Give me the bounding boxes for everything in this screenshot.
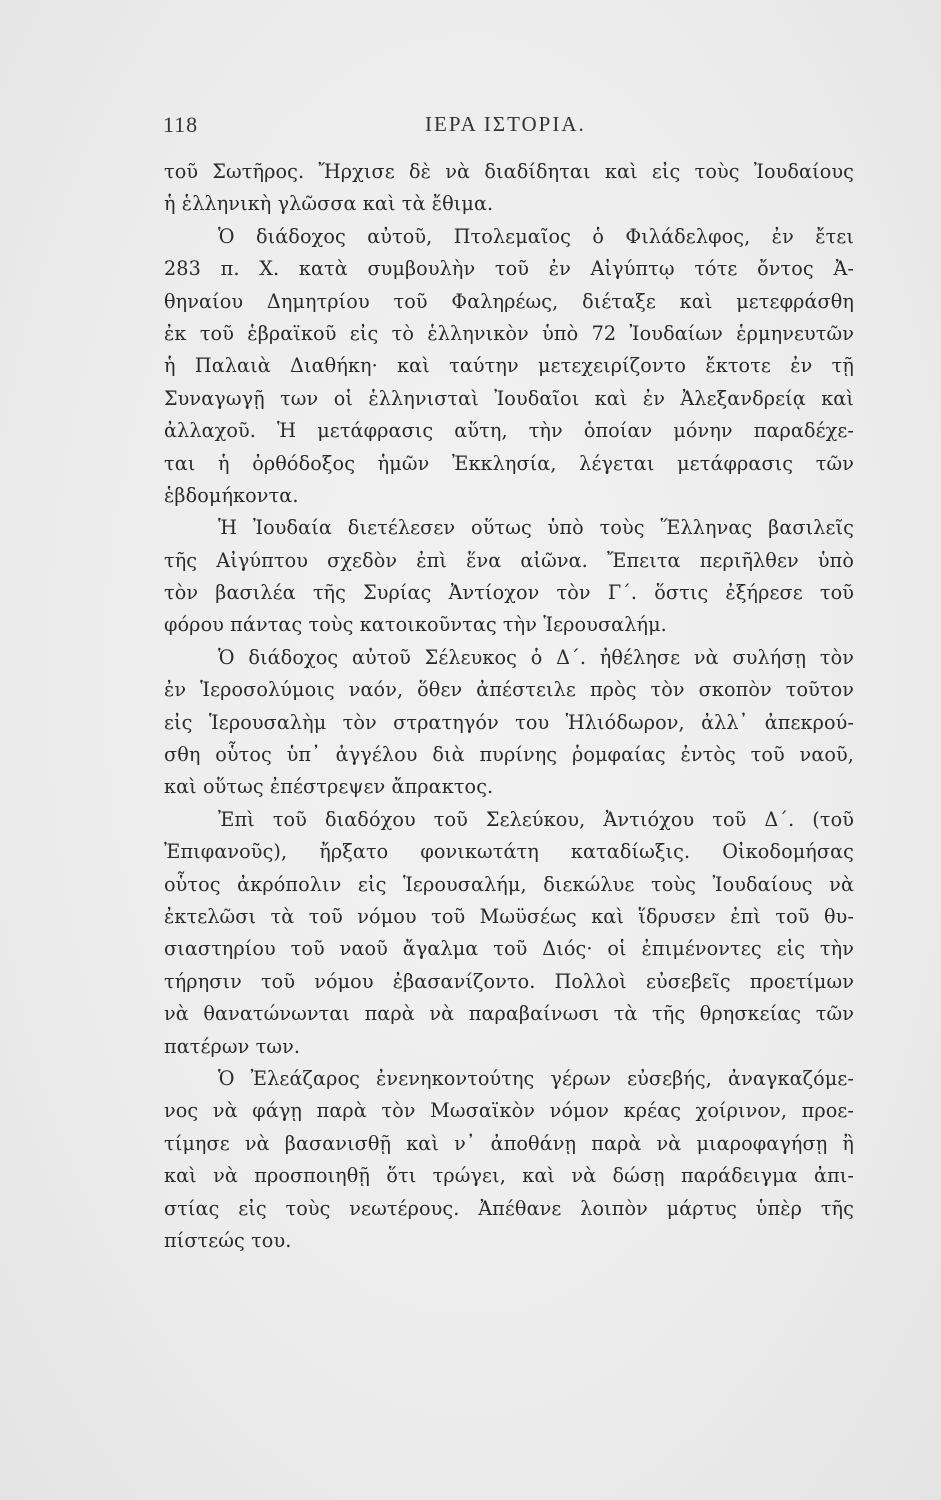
text-line: Συναγωγῇ των οἱ ἑλληνισταὶ Ἰουδαῖοι καὶ ἐν Ἀλεξανδρείᾳ καὶ bbox=[164, 386, 854, 410]
text-line: εἰς Ἱερουσαλὴμ τὸν στρατηγόν του Ἡλιόδωρον, ἀλλ᾽ ἀπεκρού- bbox=[164, 710, 854, 734]
text-line: Ὁ διάδοχος αὐτοῦ Σέλευκος ὁ Δ΄. ἠθέλησε νὰ συλήσῃ τὸν bbox=[218, 645, 854, 669]
text-line: τήρησιν τοῦ νόμου ἐβασανίζοντο. Πολλοὶ εὐσεβεῖς προετίμων bbox=[164, 969, 854, 993]
text-line: στίας εἰς τοὺς νεωτέρους. Ἀπέθανε λοιπὸν μάρτυς ὑπὲρ τῆς bbox=[164, 1196, 854, 1220]
text-line: σιαστηρίου τοῦ ναοῦ ἄγαλμα τοῦ Διός· οἱ ἐπιμένοντες εἰς τὴν bbox=[164, 937, 854, 961]
text-line: Ὁ Ἐλεάζαρος ἐνενηκοντούτης γέρων εὐσεβής, ἀναγκαζόμε- bbox=[218, 1066, 854, 1090]
text-line: ἡ ἑλληνικὴ γλῶσσα καὶ τὰ ἔθιμα. bbox=[164, 192, 494, 216]
text-line: πίστεώς του. bbox=[164, 1228, 292, 1252]
text-line: τίμησε νὰ βασανισθῇ καὶ ν᾽ ἀποθάνῃ παρὰ νὰ μιαροφαγήσῃ ἢ bbox=[164, 1131, 854, 1155]
text-line: ἡ Παλαιὰ Διαθήκη· καὶ ταύτην μετεχειρίζοντο ἔκτοτε ἐν τῇ bbox=[164, 354, 854, 378]
text-line: καὶ νὰ προσποιηθῇ ὅτι τρώγει, καὶ νὰ δώσῃ παράδειγμα ἀπι- bbox=[164, 1164, 854, 1188]
text-line: Ὁ διάδοχος αὐτοῦ, Πτολεμαῖος ὁ Φιλάδελφος, ἐν ἔτει bbox=[218, 224, 854, 248]
text-line: θηναίου Δημητρίου τοῦ Φαληρέως, διέταξε καὶ μετεφράσθη bbox=[164, 289, 854, 313]
text-line: ἐν Ἱεροσολύμοις ναόν, ὅθεν ἀπέστειλε πρὸς τὸν σκοπὸν τοῦτον bbox=[164, 678, 854, 702]
text-line: καὶ οὕτως ἐπέστρεψεν ἄπρακτος. bbox=[164, 775, 494, 799]
text-line: τὸν βασιλέα τῆς Συρίας Ἀντίοχον τὸν Γ΄. ὅστις ἐξήρεσε τοῦ bbox=[164, 581, 854, 605]
text-line: ἑβδομήκοντα. bbox=[164, 483, 299, 507]
body-text bbox=[164, 156, 854, 1257]
text-line: 283 π. Χ. κατὰ συμβουλὴν τοῦ ἐν Αἰγύπτῳ τότε ὄντος Ἀ- bbox=[164, 257, 854, 281]
text-line: Ἐπιφανοῦς), ἤρξατο φονικωτάτη καταδίωξις. Οἰκοδομήσας bbox=[164, 840, 854, 864]
page-header bbox=[163, 112, 853, 146]
text-line: Ἐπὶ τοῦ διαδόχου τοῦ Σελεύκου, Ἀντιόχου τοῦ Δ΄. (τοῦ bbox=[218, 807, 854, 831]
text-line: τοῦ Σωτῆρος. Ἤρχισε δὲ νὰ διαδίδηται καὶ εἰς τοὺς Ἰουδαίους bbox=[164, 160, 854, 183]
page-number: 118 bbox=[163, 112, 199, 137]
text-line: ἀλλαχοῦ. Ἡ μετάφρασις αὕτη, τὴν ὁποίαν μόνην παραδέχε- bbox=[164, 419, 854, 443]
text-line: φόρου πάντας τοὺς κατοικοῦντας τὴν Ἱερουσαλήμ. bbox=[164, 613, 667, 637]
running-title: ΙΕΡΑ ΙΣΤΟΡΙΑ. bbox=[425, 112, 586, 136]
text-line: ἐκτελῶσι τὰ τοῦ νόμου τοῦ Μωϋσέως καὶ ἵδρυσεν ἐπὶ τοῦ θυ- bbox=[164, 904, 854, 928]
text-line: ται ἡ ὀρθόδοξος ἡμῶν Ἐκκλησία, λέγεται μετάφρασις τῶν bbox=[164, 451, 854, 475]
text-line: Ἡ Ἰουδαία διετέλεσεν οὕτως ὑπὸ τοὺς Ἕλληνας βασιλεῖς bbox=[218, 516, 854, 540]
text-line: οὗτος ἀκρόπολιν εἰς Ἱερουσαλήμ, διεκώλυε τοὺς Ἰουδαίους νὰ bbox=[164, 872, 854, 896]
text-line: πατέρων των. bbox=[164, 1034, 301, 1058]
text-line: νὰ θανατώνωνται παρὰ νὰ παραβαίνωσι τὰ τῆς θρησκείας τῶν bbox=[164, 1002, 854, 1026]
text-line: ἐκ τοῦ ἑβραϊκοῦ εἰς τὸ ἑλληνικὸν ὑπὸ 72 Ἰουδαίων ἑρμηνευτῶν bbox=[164, 321, 854, 345]
text-line: νος νὰ φάγῃ παρὰ τὸν Μωσαϊκὸν νόμον κρέας χοίρινον, προε- bbox=[164, 1099, 854, 1123]
text-line: τῆς Αἰγύπτου σχεδὸν ἐπὶ ἕνα αἰῶνα. Ἔπειτα περιῆλθεν ὑπὸ bbox=[164, 548, 854, 572]
text-line: σθη οὗτος ὑπ᾽ ἀγγέλου διὰ πυρίνης ῥομφαίας ἐντὸς τοῦ ναοῦ, bbox=[164, 743, 854, 767]
